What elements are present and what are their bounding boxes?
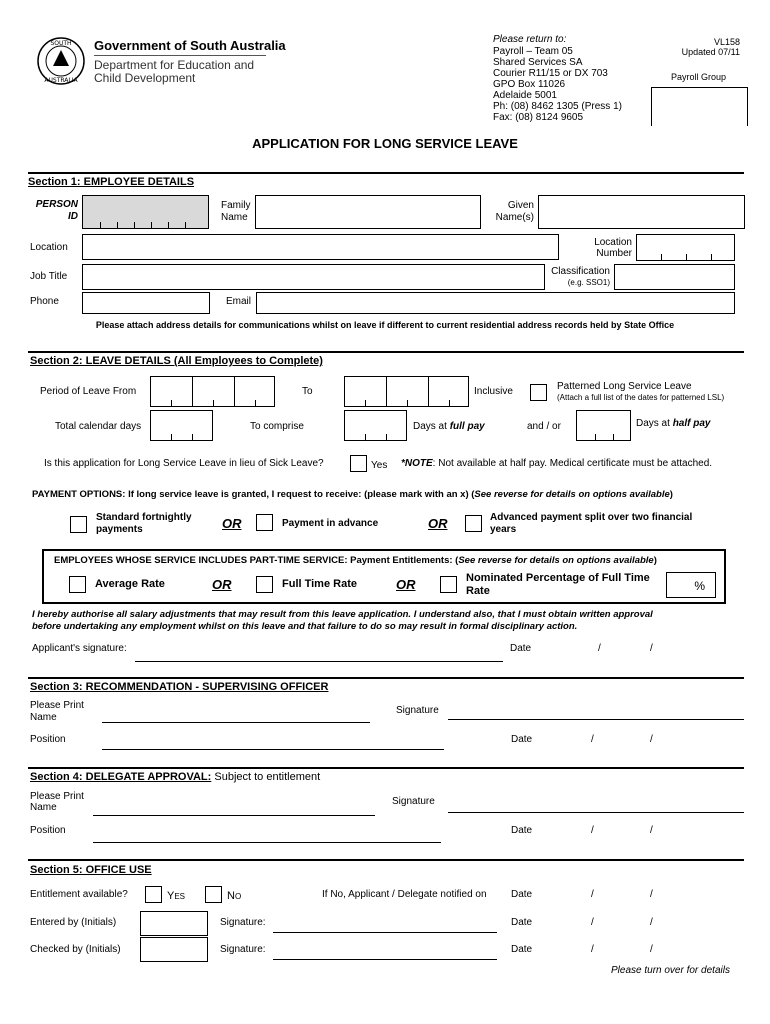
full-time-rate-checkbox[interactable] (256, 576, 273, 593)
section4-heading (30, 771, 320, 783)
section5-heading: Section 5: OFFICE USE (30, 864, 152, 876)
average-rate-label: Average Rate (95, 578, 165, 590)
del-signature-label: Signature (392, 796, 435, 807)
authorise-line1: I hereby authorise all salary adjustments that may result from this leave application. I understand also, that I must obtain written approval (32, 609, 653, 620)
checked-signature-line[interactable] (273, 959, 497, 960)
section1-rule (28, 172, 744, 174)
full-time-rate-label: Full Time Rate (282, 578, 357, 590)
dept-line1: Department for Education and (94, 58, 255, 72)
fortnightly-label1: Standard fortnightly (96, 512, 192, 523)
note-label: *NOTE (401, 458, 433, 469)
sick-leave-note (401, 458, 712, 469)
nominated-percent-field[interactable] (666, 572, 716, 598)
address-note: Please attach address details for communications whilst on leave if different to current residential address records held by State Office (95, 320, 675, 330)
del-position-label: Position (30, 825, 66, 836)
turn-over-note: Please turn over for details (611, 965, 730, 976)
del-date-label: Date (511, 825, 533, 836)
sup-print-name-line[interactable] (102, 722, 370, 723)
return-line-6: Ph: (08) 8462 1305 (Press 1) (493, 101, 622, 112)
fortnightly-checkbox[interactable] (70, 516, 87, 533)
checked-by-label: Checked by (Initials) (30, 944, 121, 955)
applicant-date-slash2: / (650, 643, 653, 654)
classification-field[interactable] (614, 264, 735, 290)
part-time-see: See reverse for details on options available (458, 555, 654, 566)
days-at-half-pay-label (636, 418, 710, 429)
sick-leave-yes-checkbox[interactable] (350, 455, 367, 472)
notified-date-label: Date (511, 889, 533, 900)
location-number-field[interactable] (636, 234, 735, 261)
given-names-label1: Given (507, 200, 534, 211)
authorise-line2: before undertaking any employment whilst on this leave and that failure to do so may result in formal disciplinary action. (32, 621, 578, 632)
advance-checkbox[interactable] (256, 514, 273, 531)
split-label1: Advanced payment split over two financial (490, 512, 693, 523)
days-at-full-pay-label (413, 421, 485, 432)
average-rate-checkbox[interactable] (69, 576, 86, 593)
sup-print-name-label1: Please Print (30, 700, 84, 711)
sup-date-slash2: / (650, 734, 653, 745)
del-print-name-line[interactable] (93, 815, 375, 816)
person-id-field[interactable] (82, 195, 209, 229)
entered-by-label: Entered by (Initials) (30, 917, 117, 928)
section1-heading: Section 1: EMPLOYEE DETAILS (28, 176, 195, 188)
inclusive-label: Inclusive (474, 386, 513, 397)
return-line-7: Fax: (08) 8124 9605 (493, 112, 584, 123)
period-from-label: Period of Leave From (40, 386, 137, 397)
form-code: VL158 (713, 37, 740, 47)
given-names-label2: Name(s) (495, 212, 534, 223)
section3-rule (28, 677, 744, 679)
job-title-field[interactable] (82, 264, 545, 290)
classification-label: Classification (551, 266, 610, 277)
half-pay-text: half pay (672, 418, 711, 429)
return-heading: Please return to: (493, 34, 567, 45)
person-id-label2: ID (68, 211, 78, 222)
sup-print-name-label2: Name (30, 712, 57, 723)
entered-signature-label: Signature: (220, 917, 266, 928)
notified-on-label: If No, Applicant / Delegate notified on (322, 889, 487, 900)
sick-leave-question: Is this application for Long Service Leave in lieu of Sick Leave? (44, 458, 324, 469)
nominated-label1: Nominated Percentage of Full Time (466, 572, 650, 584)
period-to-label: To (302, 386, 313, 397)
payroll-group-label: Payroll Group (671, 72, 727, 82)
form-title: APPLICATION FOR LONG SERVICE LEAVE (252, 136, 518, 151)
sup-position-line[interactable] (102, 749, 444, 750)
part-time-end: ) (653, 555, 657, 566)
sick-leave-yes-label: Yes (371, 460, 388, 471)
checked-date-slash2: / (650, 944, 653, 955)
checked-signature-label: Signature: (220, 944, 266, 955)
location-label: Location (30, 242, 68, 253)
section4-heading-main: Section 4: DELEGATE APPROVAL: (30, 771, 212, 783)
days-at-text: Days at (413, 421, 447, 432)
or-1: OR (222, 516, 242, 531)
sup-date-label: Date (511, 734, 533, 745)
del-print-name-label2: Name (30, 802, 57, 813)
classification-example: (e.g. SSO1) (567, 278, 610, 287)
payment-options-main: PAYMENT OPTIONS: If long service leave is granted, I request to receive: (please mark with an x) ( (32, 489, 475, 500)
total-days-label: Total calendar days (55, 421, 142, 432)
section4-rule (28, 767, 744, 769)
payment-options-text (32, 489, 673, 500)
entered-date-slash2: / (650, 917, 653, 928)
entered-signature-line[interactable] (273, 932, 497, 933)
part-time-heading-main: EMPLOYEES WHOSE SERVICE INCLUDES PART-TIME SERVICE: Payment Entitlements: ( (54, 555, 459, 566)
location-field[interactable] (82, 234, 559, 260)
government-crest (36, 36, 86, 86)
del-position-line[interactable] (93, 842, 441, 843)
entitlement-no-label: No (227, 890, 242, 902)
job-title-label: Job Title (30, 271, 68, 282)
dept-line2: Child Development (94, 71, 196, 85)
del-signature-line[interactable] (448, 812, 744, 813)
and-or-label: and / or (527, 421, 561, 432)
email-label: Email (226, 296, 252, 307)
return-line-1: Payroll – Team 05 (493, 46, 573, 57)
to-comprise-label: To comprise (250, 421, 304, 432)
entitlement-label: Entitlement available? (30, 889, 128, 900)
fortnightly-label2: payments (96, 524, 143, 535)
org-divider (94, 55, 266, 56)
payroll-group-box[interactable] (651, 87, 748, 126)
del-print-name-label1: Please Print (30, 791, 84, 802)
return-line-5: Adelaide 5001 (493, 90, 557, 101)
split-label2: years (490, 524, 517, 535)
return-line-4: GPO Box 11026 (493, 79, 566, 90)
entered-by-field[interactable] (140, 911, 208, 936)
nominated-label2: Rate (466, 585, 490, 597)
advance-label: Payment in advance (282, 518, 379, 529)
applicant-signature-label: Applicant's signature: (32, 643, 127, 654)
or-3: OR (212, 577, 232, 592)
checked-date-label: Date (511, 944, 533, 955)
split-checkbox[interactable] (465, 515, 482, 532)
return-line-3: Courier R11/15 or DX 703 (493, 68, 608, 79)
section2-rule (28, 351, 744, 353)
payment-options-see: See reverse for details on options available (474, 489, 670, 500)
location-number-label2: Number (596, 248, 632, 259)
period-from-field[interactable] (150, 376, 275, 407)
family-name-label2: Name (221, 212, 248, 223)
section3-heading: Section 3: RECOMMENDATION - SUPERVISING OFFICER (30, 681, 329, 693)
or-2: OR (428, 516, 448, 531)
return-line-2: Shared Services SA (493, 57, 583, 68)
applicant-signature-line[interactable] (135, 661, 503, 662)
del-date-slash2: / (650, 825, 653, 836)
note-text: : Not available at half pay. Medical certificate must be attached. (432, 458, 713, 469)
form-updated: Updated 07/11 (681, 47, 740, 57)
del-date-slash1: / (591, 825, 594, 836)
applicant-date-label: Date (510, 643, 532, 654)
entitlement-no-checkbox[interactable] (205, 886, 222, 903)
svg-text:AUSTRALIA: AUSTRALIA (44, 77, 78, 84)
sup-signature-line[interactable] (448, 719, 744, 720)
org-name: Government of South Australia (94, 38, 286, 53)
phone-label: Phone (30, 296, 59, 307)
part-time-heading (54, 555, 657, 566)
entered-date-slash1: / (591, 917, 594, 928)
payment-options-end: ) (669, 489, 673, 500)
applicant-date-slash1: / (598, 643, 601, 654)
sup-position-label: Position (30, 734, 66, 745)
phone-field[interactable] (82, 292, 210, 314)
notified-date-slash1: / (591, 889, 594, 900)
or-4: OR (396, 577, 416, 592)
email-field[interactable] (256, 292, 735, 314)
person-id-label1: PERSON (35, 199, 78, 210)
patterned-lsl-checkbox[interactable] (530, 384, 547, 401)
family-name-field[interactable] (255, 195, 481, 229)
sup-signature-label: Signature (396, 705, 439, 716)
patterned-lsl-note: (Attach a full list of the dates for patterned LSL) (557, 393, 725, 402)
given-names-field[interactable] (538, 195, 745, 229)
location-number-label1: Location (594, 237, 632, 248)
entitlement-yes-checkbox[interactable] (145, 886, 162, 903)
percent-sign: % (694, 579, 705, 593)
nominated-checkbox[interactable] (440, 576, 457, 593)
section2-heading: Section 2: LEAVE DETAILS (All Employees to Complete) (30, 355, 323, 367)
notified-date-slash2: / (650, 889, 653, 900)
full-pay-days-field[interactable] (344, 410, 407, 441)
checked-by-field[interactable] (140, 937, 208, 962)
svg-text:SOUTH: SOUTH (50, 40, 72, 47)
section4-subheading: Subject to entitlement (211, 771, 321, 783)
section5-rule (28, 859, 744, 861)
half-pay-days-field[interactable] (576, 410, 631, 441)
family-name-label1: Family (221, 200, 251, 211)
checked-date-slash1: / (591, 944, 594, 955)
entered-date-label: Date (511, 917, 533, 928)
total-days-field[interactable] (150, 410, 213, 441)
entitlement-yes-label: Yes (167, 890, 186, 902)
sup-date-slash1: / (591, 734, 594, 745)
patterned-lsl-label: Patterned Long Service Leave (557, 381, 692, 392)
period-to-field[interactable] (344, 376, 469, 407)
days-at-text-2: Days at (636, 418, 670, 429)
full-pay-text: full pay (449, 421, 485, 432)
